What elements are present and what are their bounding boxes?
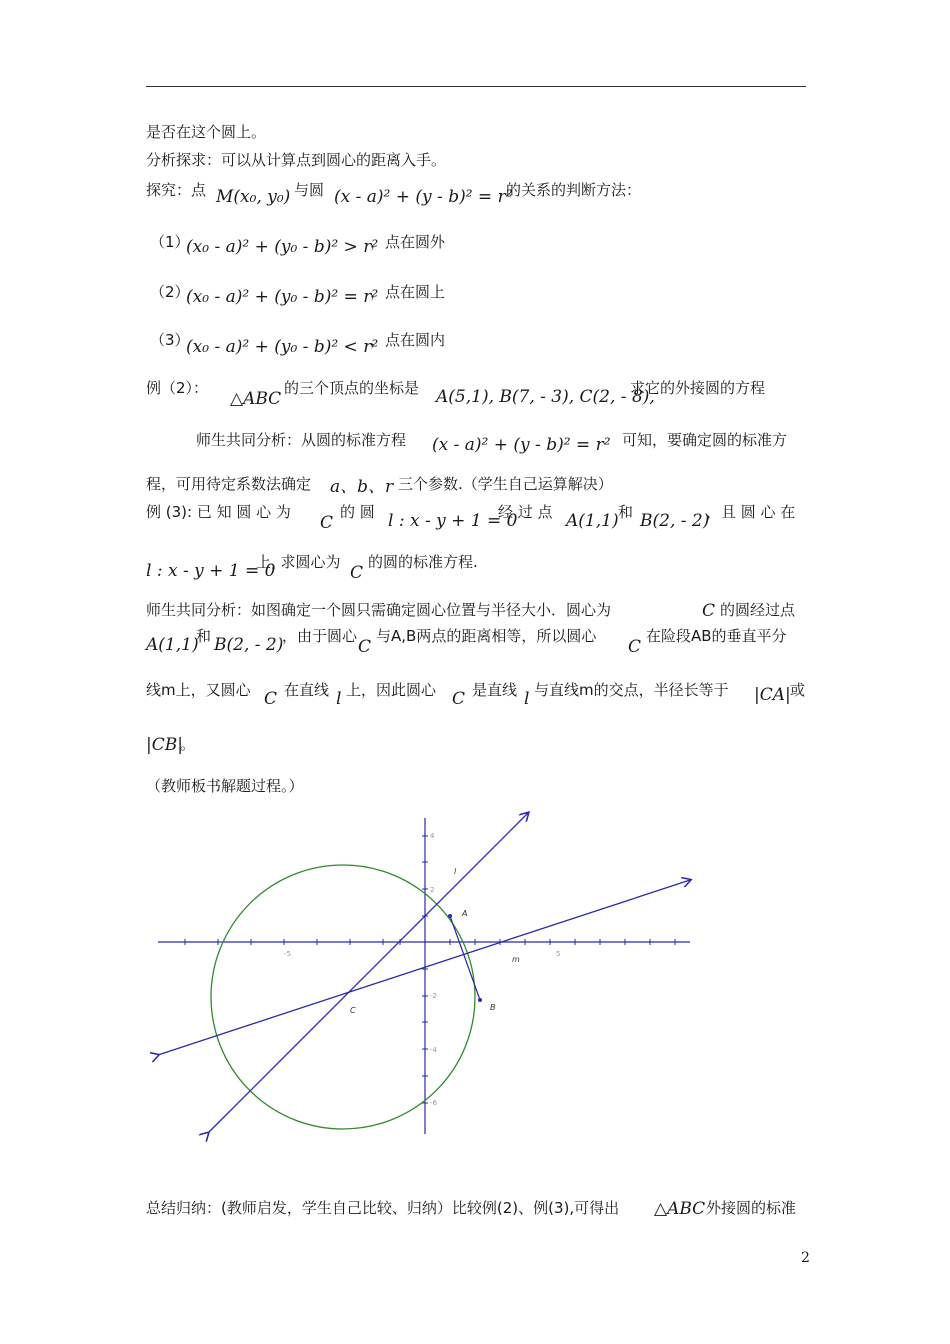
case-number: （3）	[150, 331, 190, 349]
text-line: 的三个顶点的坐标是	[284, 379, 420, 397]
text-line: 线m上，又圆心	[146, 681, 251, 699]
line-l	[208, 813, 528, 1133]
text-line: 。	[180, 735, 196, 753]
math-expr: C	[320, 513, 334, 533]
text-line: 经 过 点	[498, 503, 553, 521]
math-expr: B(2, - 2)	[214, 635, 284, 655]
page-number: 2	[801, 1250, 810, 1266]
tick-label: -5	[284, 950, 291, 958]
label-b: B	[490, 1003, 496, 1012]
text-line: 程，可用待定系数法确定	[146, 475, 312, 493]
header-rule	[146, 86, 806, 87]
math-expr: |CB|	[146, 735, 183, 755]
text-line: 求它的外接圆的方程	[630, 379, 766, 397]
text-line: ，且 圆 心 在	[706, 503, 796, 521]
math-expr: M(x₀, y₀)	[216, 187, 291, 207]
text-line: 是否在这个圆上。	[146, 123, 267, 141]
math-expr: (x₀ - a)² + (y₀ - b)² > r²	[186, 237, 379, 257]
tick-label: -6	[430, 1099, 437, 1107]
math-expr: C	[350, 563, 364, 583]
text-line: 师生共同分析：如图确定一个圆只需确定圆心位置与半径大小．圆心为	[146, 601, 612, 619]
text-line: 与直线m的交点，半径长等于	[534, 681, 729, 699]
text-line: （教师板书解题过程。）	[146, 777, 304, 795]
text-line: 可知，要确定圆的标准方	[622, 431, 788, 449]
case-number: （1）	[150, 233, 190, 251]
text-line: 和	[196, 627, 212, 645]
tick-label: -4	[430, 1046, 437, 1054]
math-expr: (x₀ - a)² + (y₀ - b)² < r²	[186, 337, 379, 357]
math-expr: C	[452, 689, 466, 709]
text-line: 三个参数.（学生自己运算解决）	[398, 475, 613, 493]
math-expr: l	[336, 689, 342, 709]
line-m	[158, 880, 690, 1055]
text-line: 分析探求：可以从计算点到圆心的距离入手。	[146, 151, 447, 169]
text-line: 探究：点	[146, 181, 207, 199]
math-expr: |CA|	[754, 685, 791, 705]
math-expr: C	[358, 637, 372, 657]
text-line: 是直线	[472, 681, 518, 699]
label-a: A	[462, 909, 468, 918]
text-line: ，点在圆外	[370, 233, 446, 251]
math-expr: A(5,1), B(7, - 3), C(2, - 8),	[436, 387, 655, 407]
math-expr: (x - a)² + (y - b)² = r²	[334, 187, 513, 207]
text-line: 上，因此圆心	[346, 681, 437, 699]
math-expr: C	[702, 601, 716, 621]
text-line: 的圆经过点	[720, 601, 796, 619]
math-expr: (x₀ - a)² + (y₀ - b)² = r²	[186, 287, 379, 307]
text-line: 与A,B两点的距离相等，所以圆心	[376, 627, 597, 645]
math-expr: a、b、r	[330, 477, 394, 497]
math-expr: C	[628, 637, 642, 657]
math-expr: C	[264, 689, 278, 709]
label-c: C	[350, 1006, 356, 1015]
math-expr: l : x - y + 1 = 0	[146, 561, 276, 581]
label-m: m	[512, 955, 520, 964]
point-b	[478, 998, 482, 1002]
math-expr: △ABC	[654, 1199, 706, 1219]
text-line: 在险段AB的垂直平分	[646, 627, 787, 645]
text-line: 的关系的判断方法：	[506, 181, 642, 199]
tick-label: 5	[556, 950, 561, 958]
tick-label: 2	[430, 886, 435, 894]
math-expr: △ABC	[230, 389, 282, 409]
math-expr: A(1,1)	[146, 635, 199, 655]
label-l: l	[454, 867, 457, 876]
text-line: 外接圆的标准	[706, 1199, 797, 1217]
geometry-figure	[150, 800, 710, 1145]
text-line: 总结归纳：(教师启发，学生自己比较、归纳）比较例(2)、例(3),可得出	[146, 1199, 620, 1217]
text-line: 与圆	[294, 181, 325, 199]
math-expr: B(2, - 2)	[640, 511, 710, 531]
math-expr: A(1,1)	[566, 511, 619, 531]
point-a	[448, 914, 452, 918]
text-line: 的 圆	[340, 503, 375, 521]
text-line: 师生共同分析：从圆的标准方程	[196, 431, 407, 449]
text-line: ，点在圆内	[370, 331, 446, 349]
text-line: 例（2）：	[146, 379, 209, 397]
text-line: ，点在圆上	[370, 283, 446, 301]
text-line: ，由于圆心	[282, 627, 358, 645]
text-line: 在直线	[284, 681, 330, 699]
case-number: （2）	[150, 283, 190, 301]
tick-label: 4	[430, 832, 435, 840]
text-line: 或	[790, 681, 806, 699]
math-expr: l : x - y + 1 = 0	[388, 511, 518, 531]
text-line: 上, 求圆心为	[256, 553, 341, 571]
text-line: 的圆的标准方程.	[368, 553, 478, 571]
text-line: 和	[618, 503, 634, 521]
text-line: 例 (3): 已 知 圆 心 为	[146, 503, 291, 521]
math-expr: l	[524, 689, 530, 709]
tick-label: -2	[430, 992, 437, 1000]
math-expr: (x - a)² + (y - b)² = r²	[432, 435, 611, 455]
